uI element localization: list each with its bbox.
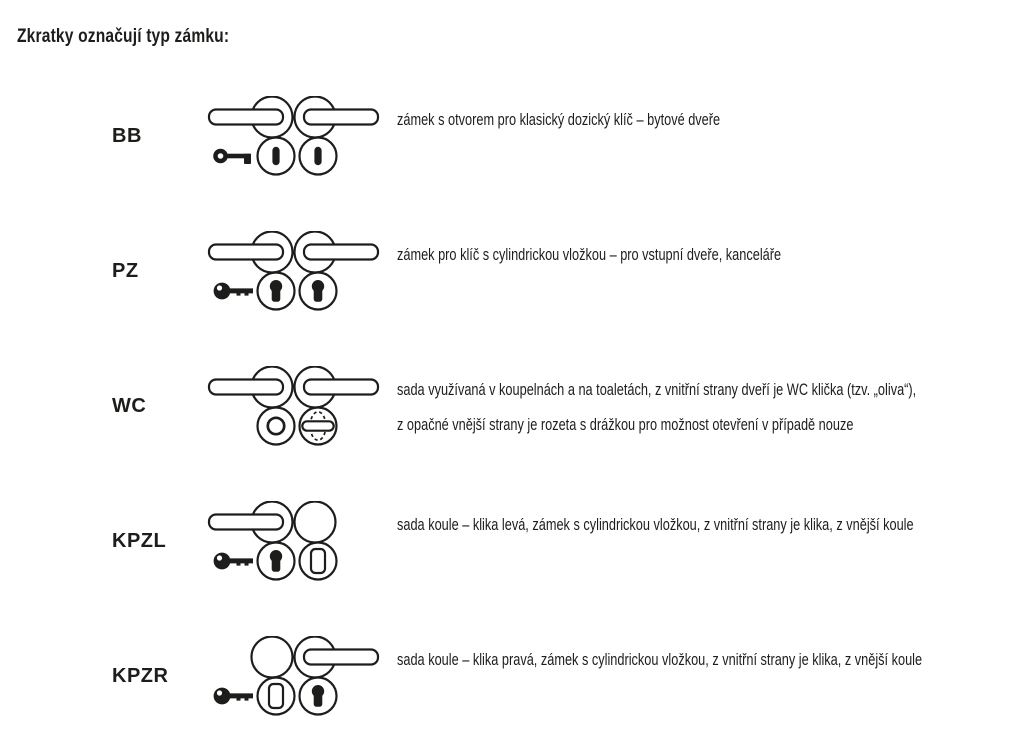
lock-hardware-illustration: [205, 231, 380, 311]
keyhole-bb-rosette-icon: [258, 138, 295, 175]
keyhole-pz-rosette-icon: [300, 678, 337, 715]
lock-type-row: [0, 96, 1011, 176]
lock-code: BB: [112, 125, 142, 147]
lock-code: PZ: [112, 260, 139, 282]
wc-oliva-thumbturn-icon: [300, 408, 337, 445]
lock-type-row: [0, 366, 1011, 446]
lever-handle-left-icon: [209, 232, 293, 273]
lock-hardware-illustration: [205, 501, 380, 581]
lock-description: sada koule – klika pravá, zámek s cylindrickou vložkou, z vnitřní strany je klika, z vnější koule: [397, 650, 923, 669]
lever-handle-left-icon: [209, 502, 293, 543]
classic-key-icon: [213, 149, 251, 164]
keyhole-pz-rosette-icon: [258, 543, 295, 580]
lock-code: KPZL: [112, 530, 167, 552]
cylinder-key-icon: [214, 688, 253, 705]
lock-description: sada koule – klika levá, zámek s cylindrickou vložkou, z vnitřní strany je klika, z vnější koule: [397, 515, 914, 534]
blind-rosette-icon: [258, 678, 295, 715]
lever-handle-right-icon: [295, 97, 379, 138]
lock-description: sada využívaná v koupelnách a na toaletách, z vnitřní strany dveří je WC klička (tzv. „oliva“), z opačné vnější strany je rozeta s drážkou pro možnost otevření v případě nouze: [397, 380, 917, 434]
keyhole-bb-rosette-icon: [300, 138, 337, 175]
lock-type-row: [0, 501, 1011, 581]
lock-description: zámek pro klíč s cylindrickou vložkou – pro vstupní dveře, kanceláře: [397, 245, 782, 264]
lock-type-row: [0, 231, 1011, 311]
lever-handle-right-icon: [295, 637, 379, 678]
lock-description: zámek s otvorem pro klasický dozický klíč – bytové dveře: [397, 110, 721, 129]
door-knob-icon: [252, 637, 293, 678]
lock-hardware-illustration: [205, 366, 380, 446]
lever-handle-right-icon: [295, 367, 379, 408]
keyhole-pz-rosette-icon: [258, 273, 295, 310]
lock-code: WC: [112, 395, 147, 417]
lever-handle-left-icon: [209, 367, 293, 408]
page-title: Zkratky označují typ zámku:: [17, 26, 230, 47]
cylinder-key-icon: [214, 553, 253, 570]
lever-handle-right-icon: [295, 232, 379, 273]
wc-groove-rosette-icon: [258, 408, 295, 445]
cylinder-key-icon: [214, 283, 253, 300]
blind-rosette-icon: [300, 543, 337, 580]
lock-type-row: [0, 636, 1011, 716]
door-knob-icon: [295, 502, 336, 543]
lock-hardware-illustration: [205, 636, 380, 716]
lock-hardware-illustration: [205, 96, 380, 176]
lever-handle-left-icon: [209, 97, 293, 138]
keyhole-pz-rosette-icon: [300, 273, 337, 310]
lock-code: KPZR: [112, 665, 169, 687]
